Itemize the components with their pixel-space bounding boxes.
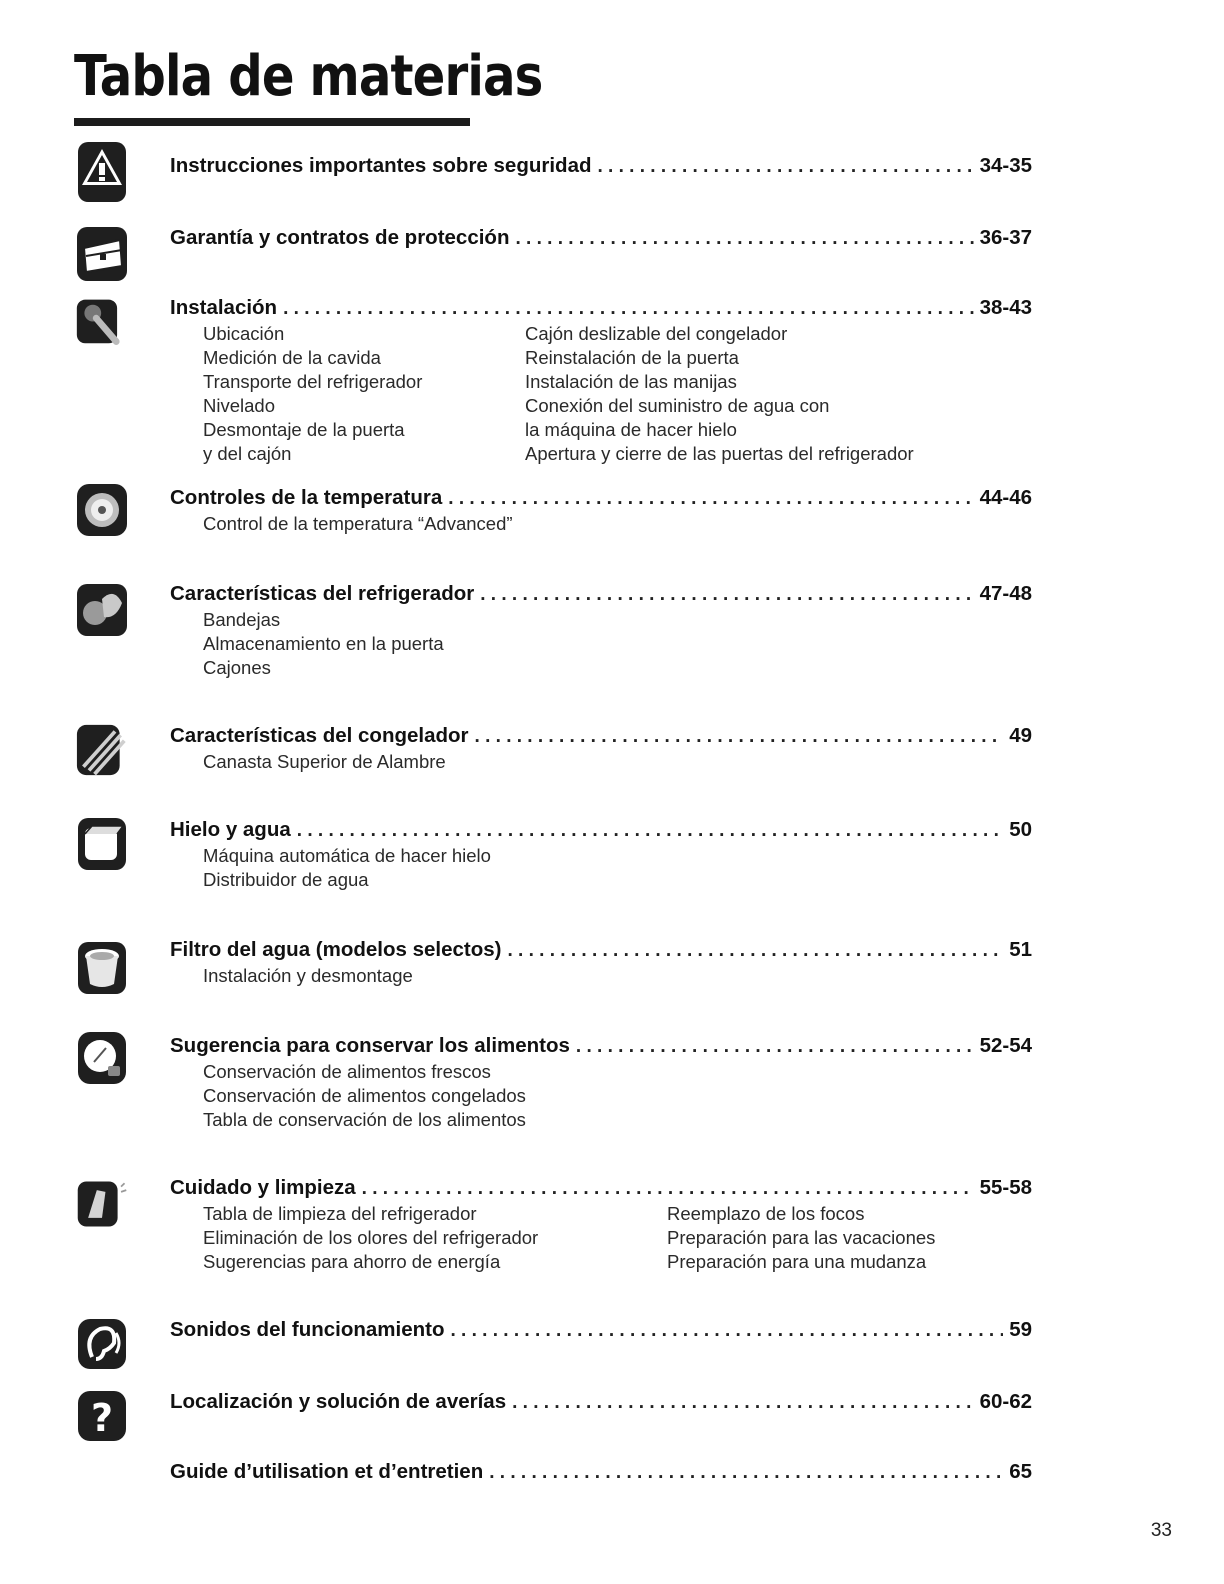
dot-leader (489, 1462, 1003, 1484)
subtopic: Almacenamiento en la puerta (203, 633, 444, 654)
toc-entry-title: Localización y solución de averías (170, 1390, 507, 1413)
food-icon (76, 584, 128, 636)
subtopic: Conexión del suministro de agua con (525, 395, 830, 416)
toc-entry-pages: 34-35 (979, 154, 1032, 177)
subtopic: la máquina de hacer hielo (525, 419, 737, 440)
dot-leader (507, 940, 1003, 962)
subtopic: Canasta Superior de Alambre (203, 751, 446, 772)
toc-entry-installation[interactable] (170, 296, 1032, 466)
subtopic: Tabla de conservación de los alimentos (203, 1109, 526, 1130)
dial-icon (76, 484, 128, 536)
toc-entry-pages: 38-43 (979, 296, 1032, 319)
subtopic: Cajón deslizable del congelador (525, 323, 788, 344)
toc-entry-safety[interactable] (170, 154, 1032, 180)
subtopic: Bandejas (203, 609, 281, 630)
subtopic: Cajones (203, 657, 271, 678)
svg-text:?: ? (90, 1396, 114, 1440)
dot-leader (450, 1320, 1003, 1342)
toc-entry-title: Cuidado y limpieza (170, 1176, 356, 1199)
ear-icon (76, 1318, 128, 1370)
toc-entry-pages: 47-48 (979, 582, 1032, 605)
subtopic: Máquina automática de hacer hielo (203, 845, 491, 866)
toc-entry-refrigerator-features[interactable] (170, 582, 1032, 680)
question-icon (76, 1390, 128, 1442)
toc-entry-operating-sounds[interactable] (170, 1318, 1032, 1344)
toc-entry-warranty[interactable] (170, 226, 1032, 252)
toc-entry-pages: 49 (1009, 724, 1032, 747)
toc-entry-title: Características del congelador (170, 724, 469, 747)
toc-entry-food-storage[interactable] (170, 1034, 1032, 1132)
freezer-icon (76, 724, 128, 776)
title-underline (74, 118, 470, 126)
subtopic: Reinstalación de la puerta (525, 347, 739, 368)
subtopic: y del cajón (203, 443, 292, 464)
toc-entry-title: Guide d’utilisation et d’entretien (170, 1460, 484, 1483)
toc-entry-pages: 50 (1009, 818, 1032, 841)
warning-icon (76, 146, 128, 198)
subtopic: Reemplazo de los focos (667, 1203, 865, 1224)
toc-entry-temperature-controls[interactable] (170, 486, 1032, 536)
toc-entry-pages: 36-37 (979, 226, 1032, 249)
subtopic: Distribuidor de agua (203, 869, 369, 890)
toc-entry-title: Garantía y contratos de protección (170, 226, 510, 249)
toc-entry-title: Instalación (170, 296, 278, 319)
toc-entry-ice-and-water[interactable] (170, 818, 1032, 892)
subtopic: Conservación de alimentos congelados (203, 1085, 526, 1106)
toc-entry-pages: 52-54 (979, 1034, 1032, 1057)
subtopic: Instalación de las manijas (525, 371, 737, 392)
dot-leader (576, 1036, 974, 1058)
dot-leader (448, 488, 973, 510)
subtopic: Conservación de alimentos frescos (203, 1061, 491, 1082)
toc-entry-freezer-features[interactable] (170, 724, 1032, 774)
toc-entry-french-guide[interactable] (170, 1460, 1032, 1486)
toolbox-icon (76, 228, 128, 280)
toc-entry-troubleshooting[interactable] (170, 1390, 1032, 1416)
toc-entry-care-and-cleaning[interactable] (170, 1176, 1032, 1274)
dot-leader (297, 820, 1003, 842)
toc-entry-water-filter[interactable] (170, 938, 1032, 988)
toc-entry-title: Instrucciones importantes sobre seguridad (170, 154, 592, 177)
wrench-icon (76, 298, 128, 350)
dot-leader (512, 1392, 973, 1414)
subtopic: Nivelado (203, 395, 275, 416)
subtopic: Preparación para una mudanza (667, 1251, 927, 1272)
ice-cube-icon (76, 818, 128, 870)
subtopic: Eliminación de los olores del refrigerador (203, 1227, 539, 1248)
toc-entry-title: Sugerencia para conservar los alimentos (170, 1034, 570, 1057)
dot-leader (475, 726, 1004, 748)
subtopic: Tabla de limpieza del refrigerador (203, 1203, 477, 1224)
subtopic: Transporte del refrigerador (203, 371, 423, 392)
cleaning-icon (76, 1178, 128, 1230)
toc-entry-pages: 59 (1009, 1318, 1032, 1341)
toc-entry-pages: 60-62 (979, 1390, 1032, 1413)
dot-leader (480, 584, 973, 606)
toc-entry-title: Controles de la temperatura (170, 486, 443, 509)
subtopic: Preparación para las vacaciones (667, 1227, 936, 1248)
subtopic: Instalación y desmontage (203, 965, 413, 986)
toc-entry-pages: 51 (1009, 938, 1032, 961)
page-title: Tabla de materias (74, 44, 543, 109)
toc-entry-pages: 44-46 (979, 486, 1032, 509)
toc-entry-title: Características del refrigerador (170, 582, 475, 605)
page-number: 33 (1150, 1520, 1172, 1541)
dot-leader (283, 298, 973, 320)
subtopic: Desmontaje de la puerta (203, 419, 405, 440)
water-filter-icon (76, 942, 128, 994)
toc-entry-title: Sonidos del funcionamiento (170, 1318, 445, 1341)
subtopic: Control de la temperatura “Advanced” (203, 513, 513, 534)
subtopic: Apertura y cierre de las puertas del refrigerador (525, 443, 914, 464)
toc-entry-pages: 55-58 (979, 1176, 1032, 1199)
lightbulb-icon (76, 1032, 128, 1084)
subtopic: Ubicación (203, 323, 285, 344)
toc-entry-title: Filtro del agua (modelos selectos) (170, 938, 502, 961)
toc-entry-title: Hielo y agua (170, 818, 291, 841)
dot-leader (362, 1178, 974, 1200)
dot-leader (598, 156, 974, 178)
toc-entry-pages: 65 (1009, 1460, 1032, 1483)
subtopic: Medición de la cavida (203, 347, 381, 368)
dot-leader (515, 228, 973, 250)
subtopic: Sugerencias para ahorro de energía (203, 1251, 501, 1272)
